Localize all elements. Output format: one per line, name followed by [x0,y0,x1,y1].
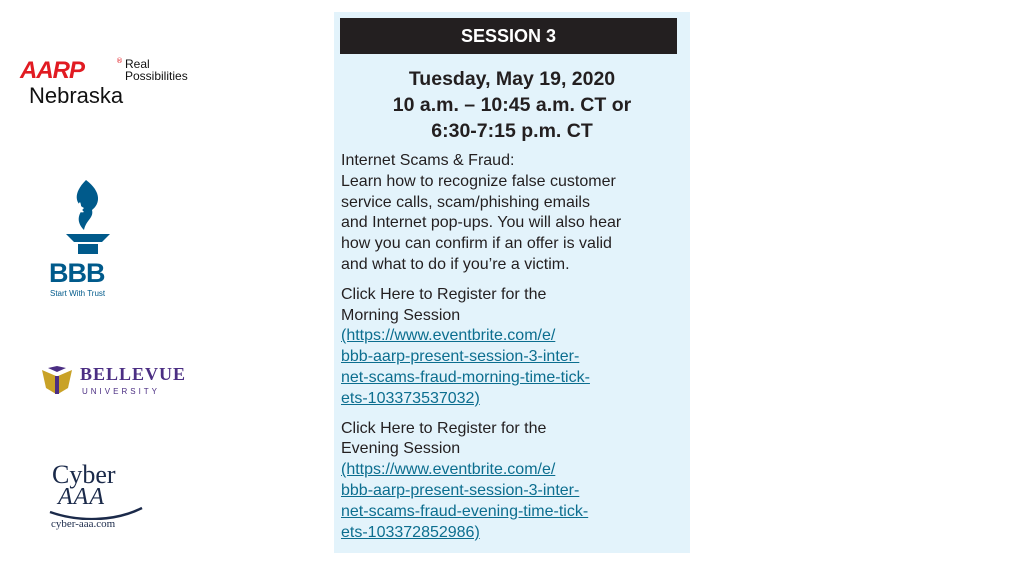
topic-heading: Internet Scams & Fraud: [341,152,515,169]
torch-flame-icon [58,178,118,258]
bbb-wordmark: BBB [49,258,105,288]
aarp-wordmark: AARP [20,57,85,84]
evening-register-heading[interactable]: Click Here to Register for the [341,419,547,437]
bbb-tagline: Start With Trust [50,289,106,298]
evening-register-link[interactable]: ets-103372852986) [341,523,480,541]
morning-register-link[interactable]: bbb-aarp-present-session-3-inter- [341,348,580,366]
aarp-state-name: Nebraska [29,83,124,108]
session-flyer [334,12,690,553]
session-schedule [334,66,690,144]
description-line: and what to do if you’re a victim. [341,255,570,273]
bellevue-crest-icon [40,366,74,396]
aarp-nebraska-logo [20,57,205,107]
morning-register-link[interactable]: ets-103373537032) [341,389,480,407]
bellevue-university-logo [40,364,200,400]
aaa-wordmark: AAA [58,484,105,510]
session-time-morning: 10 a.m. – 10:45 a.m. CT or [392,94,632,116]
bellevue-name: BELLEVUE [80,364,187,384]
evening-register-link[interactable]: net-scams-fraud-evening-time-tick- [341,502,589,520]
description-line: and Internet pop-ups. You will also hear [341,214,622,232]
bellevue-subtitle: UNIVERSITY [82,387,161,396]
morning-register-heading[interactable]: Morning Session [341,306,461,324]
description-line: Learn how to recognize false customer [341,172,616,190]
morning-register-link[interactable]: (https://www.eventbrite.com/e/ [341,327,556,345]
bbb-logo [48,178,128,303]
cyber-aaa-logo [46,462,146,534]
cyber-aaa-url: cyber-aaa.com [51,518,116,530]
aarp-tagline: Real Possibilities [125,57,188,83]
session-date: Tuesday, May 19, 2020 [408,68,616,90]
evening-register-link[interactable]: bbb-aarp-present-session-3-inter- [341,481,580,499]
session-body [341,151,686,543]
session-banner: SESSION 3 [340,18,677,54]
cyber-wordmark: Cyber [52,460,116,489]
description-line: service calls, scam/phishing emails [341,193,590,211]
morning-register-link[interactable]: net-scams-fraud-morning-time-tick- [341,368,590,386]
evening-register-link[interactable]: (https://www.eventbrite.com/e/ [341,461,556,479]
evening-register-heading[interactable]: Evening Session [341,440,461,458]
session-time-evening: 6:30-7:15 p.m. CT [431,120,593,142]
description-line: how you can confirm if an offer is valid [341,235,612,253]
registered-mark: ® [116,57,123,65]
morning-register-heading[interactable]: Click Here to Register for the [341,285,547,303]
